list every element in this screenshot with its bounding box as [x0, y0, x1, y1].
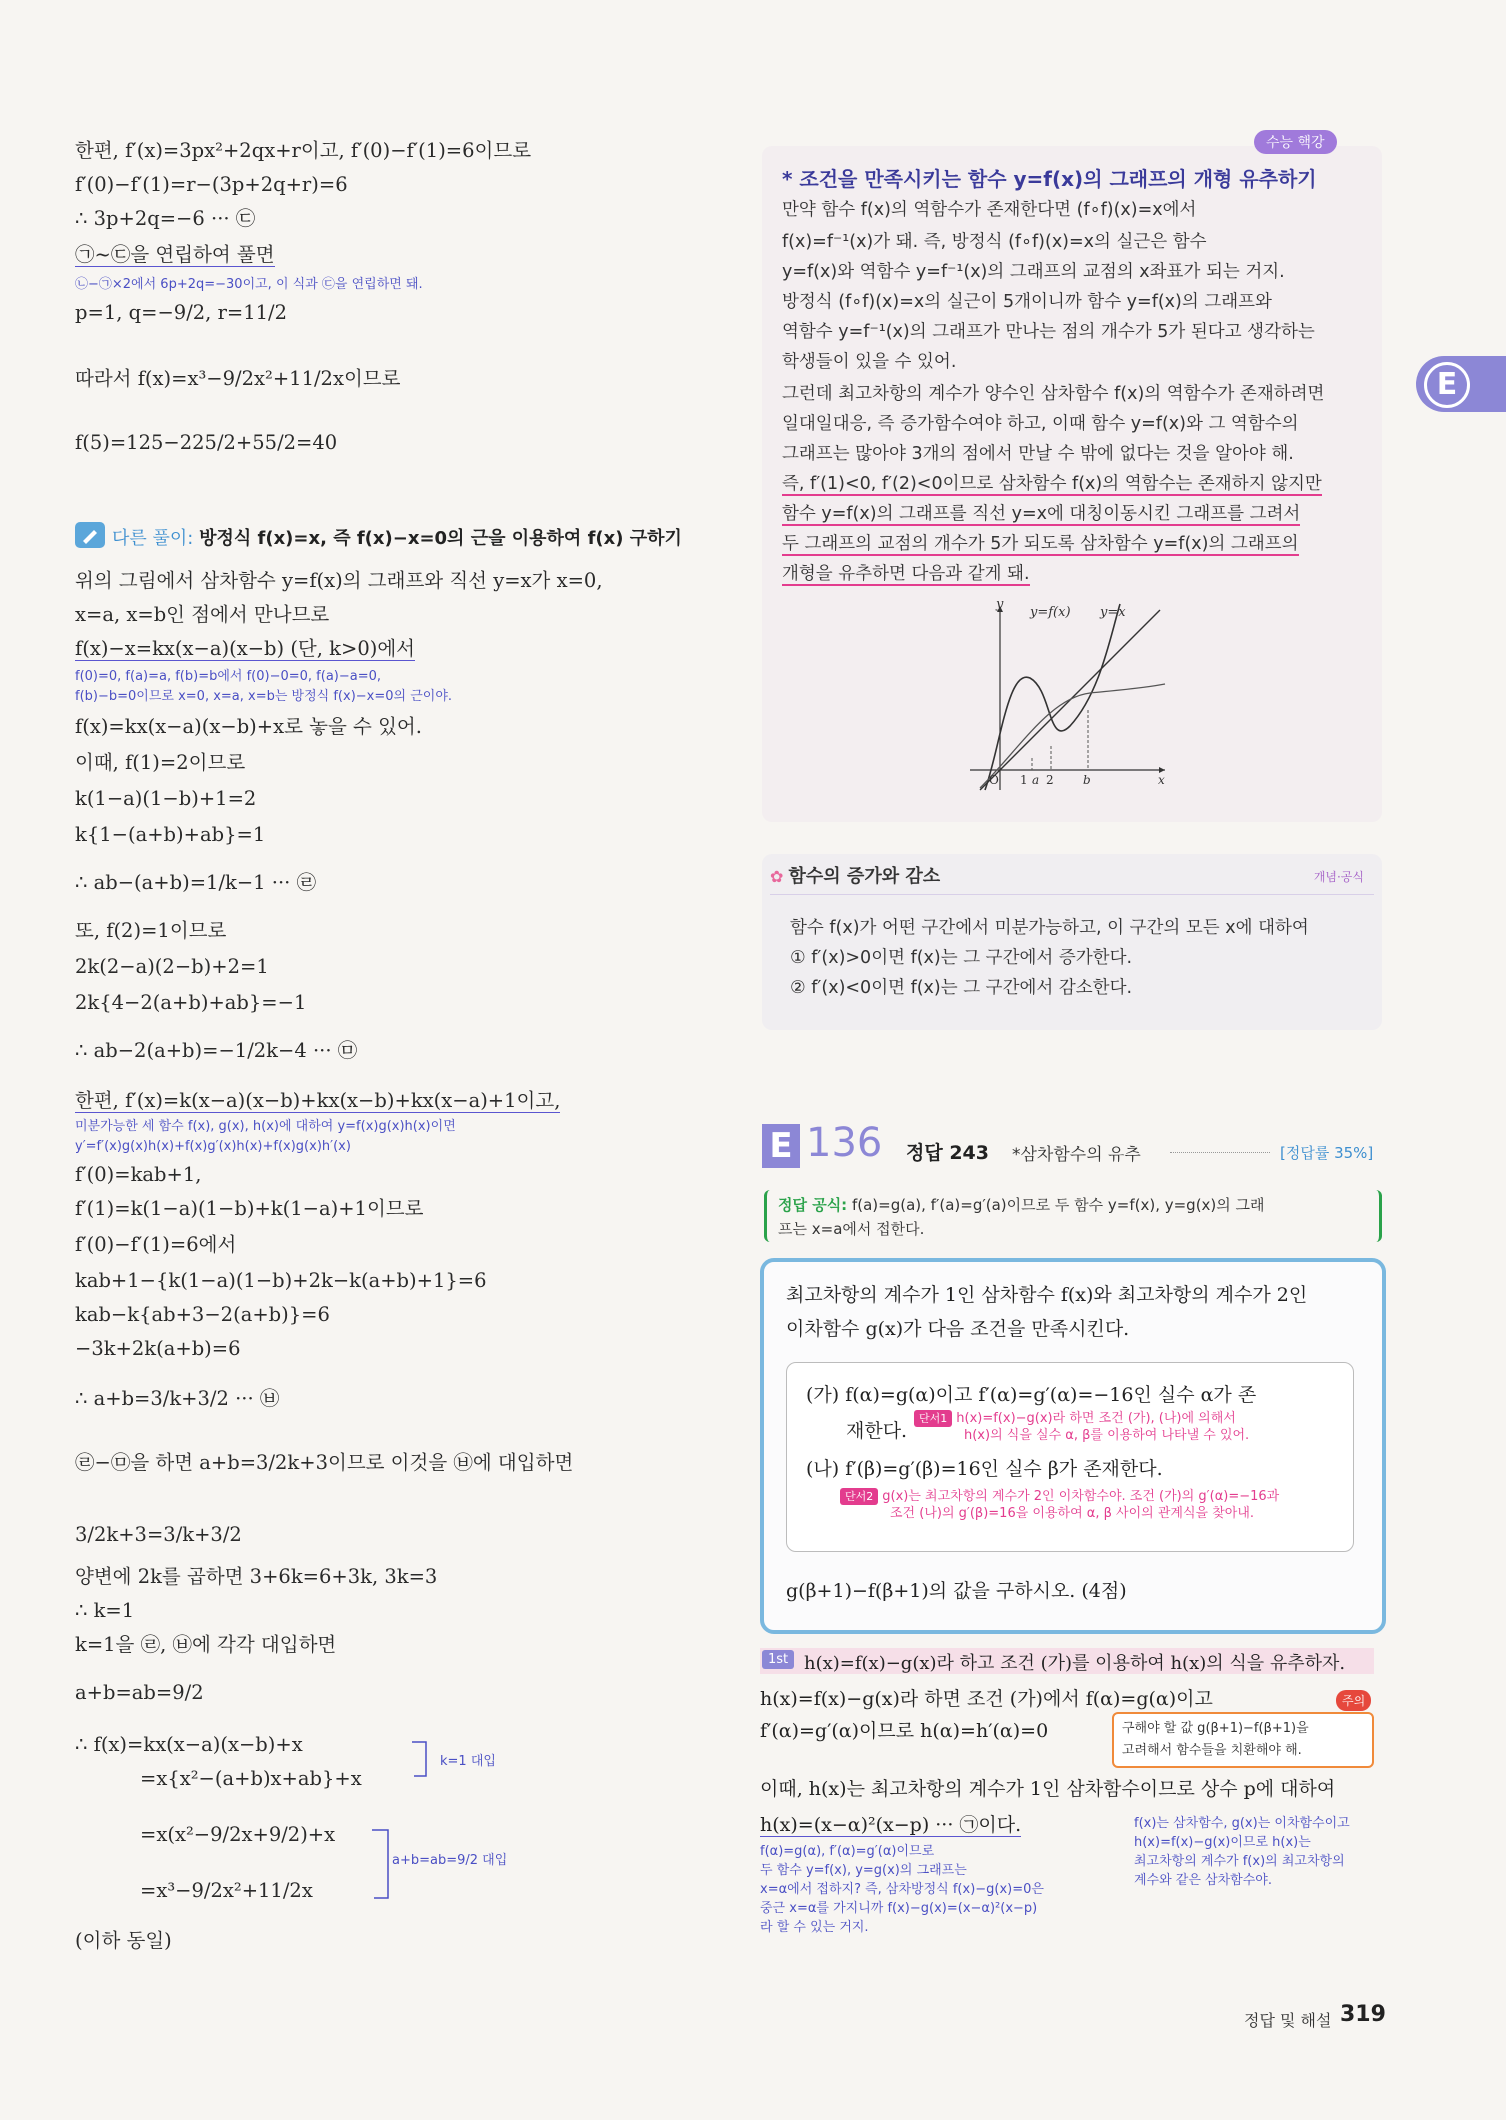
text-line: 만약 함수 f(x)의 역함수가 존재한다면 (f∘f)(x)=x에서 — [782, 200, 1197, 220]
side-note: ㉡−㉠×2에서 6p+2q=−30이고, 이 식과 ㉢을 연립하면 돼. — [75, 277, 423, 292]
tick-b: b — [1083, 773, 1091, 787]
text-line: f′(α)=g′(α)이므로 h(α)=h′(α)=0 — [760, 1720, 1049, 1742]
text-line: 이때, h(x)는 최고차항의 계수가 1인 삼차함수이므로 상수 p에 대하여 — [760, 1778, 1336, 1800]
step-chip: 1st — [762, 1650, 794, 1669]
text-line: 함수 f(x)가 어떤 구간에서 미분가능하고, 이 구간의 모든 x에 대하여 — [790, 918, 1309, 938]
caution-tag: 주의 — [1336, 1690, 1371, 1711]
text-line: f(5)=125−225/2+55/2=40 — [75, 431, 338, 454]
label-yx: y=x — [1100, 605, 1126, 620]
condition-a-cont: 재한다. — [846, 1420, 908, 1442]
text-line: f′(0)−f′(1)=r−(3p+2q+r)=6 — [75, 173, 348, 196]
footer-label: 정답 및 해설 — [1244, 2011, 1332, 2030]
text-line: =x{x²−(a+b)x+ab}+x — [140, 1767, 362, 1790]
text-line: 함수 y=f(x)의 그래프를 직선 y=x에 대칭이동시킨 그래프를 그려서 — [782, 504, 1301, 524]
hint-2: 단서2 g(x)는 최고차항의 계수가 2인 이차함수야. 조건 (가)의 g′(α)=−16과 조건 (나)의 g′(β)=16을 이용하여 α, β 사이의 관계식을 찾아내. — [840, 1488, 1279, 1522]
text-line: ∴ a+b=3/k+3/2 ··· ㉥ — [75, 1387, 280, 1410]
alt-solution-title: 다른 풀이: 방정식 f(x)=x, 즉 f(x)−x=0의 근을 이용하여 f(x) 구하기 — [112, 528, 682, 549]
text-line: 두 그래프의 교점의 개수가 5가 되도록 삼차함수 y=f(x)의 그래프의 — [782, 534, 1299, 554]
side-note: f(x)는 삼차함수, g(x)는 이차함수이고 h(x)=f(x)−g(x)이므로 h(x)는 최고차항의 계수가 f(x)의 최고차항의 계수와 같은 삼차함수야. — [1134, 1816, 1350, 1888]
text-line: f′(1)=k(1−a)(1−b)+k(1−a)+1이므로 — [75, 1197, 424, 1220]
text-line: ㉣−㉤을 하면 a+b=3/2k+3이므로 이것을 ㉥에 대입하면 — [75, 1451, 574, 1474]
tick-2: 2 — [1046, 773, 1054, 787]
bracket-arrow — [370, 1828, 394, 1902]
answer: 정답 243 — [906, 1142, 989, 1164]
text-line: =x(x²−9/2x+9/2)+x — [140, 1823, 336, 1846]
text-line: 그런데 최고차항의 계수가 양수인 삼차함수 f(x)의 역함수가 존재하려면 — [782, 384, 1325, 404]
text-line: kab−k{ab+3−2(a+b)}=6 — [75, 1303, 330, 1326]
text-line: a+b=ab=9/2 — [75, 1681, 204, 1704]
text-line: 따라서 f(x)=x³−9/2x²+11/2x이므로 — [75, 367, 401, 390]
curve-inverse — [980, 684, 1165, 788]
side-note: f(b)−b=0이므로 x=0, x=a, x=b는 방정식 f(x)−x=0의 근이야. — [75, 689, 453, 704]
text-line: ∴ ab−(a+b)=1/k−1 ··· ㉣ — [75, 871, 317, 894]
topic: *삼차함수의 유추 — [1012, 1145, 1141, 1165]
axis-label-x: x — [1158, 773, 1165, 787]
axis-label-y: y — [996, 598, 1004, 612]
step-title: h(x)=f(x)−g(x)라 하고 조건 (가)를 이용하여 h(x)의 식을 유추하자. — [804, 1653, 1346, 1674]
text-line: ② f′(x)<0이면 f(x)는 그 구간에서 감소한다. — [790, 978, 1133, 998]
tick-1: 1 — [1020, 773, 1028, 787]
text-line: p=1, q=−9/2, r=11/2 — [75, 301, 288, 324]
side-note: f(0)=0, f(a)=a, f(b)=b에서 f(0)−0=0, f(a)−a=0, — [75, 669, 382, 684]
label-fx: y=f(x) — [1030, 605, 1071, 620]
text-line: 또, f(2)=1이므로 — [75, 919, 227, 942]
condition-b: (나) f′(β)=g′(β)=16인 실수 β가 존재한다. — [806, 1458, 1163, 1480]
text-line: kab+1−{k(1−a)(1−b)+2k−k(a+b)+1}=6 — [75, 1269, 487, 1292]
text-line: 방정식 (f∘f)(x)=x의 실근이 5개이니까 함수 y=f(x)의 그래프와 — [782, 292, 1272, 312]
bracket-arrow — [410, 1740, 430, 1780]
correct-rate: [정답률 35%] — [1280, 1144, 1374, 1162]
cubic-graph — [960, 598, 1180, 798]
text-line: ∴ k=1 — [75, 1599, 135, 1622]
text-line: 2k{4−2(a+b)+ab}=−1 — [75, 991, 307, 1014]
text-line: 개형을 유추하면 다음과 같게 돼. — [782, 564, 1030, 584]
text-line: 위의 그림에서 삼차함수 y=f(x)의 그래프와 직선 y=x가 x=0, — [75, 569, 603, 592]
text-line: h(x)=(x−α)²(x−p) ··· ㉠이다. — [760, 1814, 1022, 1836]
text-line: ① f′(x)>0이면 f(x)는 그 구간에서 증가한다. — [790, 948, 1133, 968]
text-line: f(x)=kx(x−a)(x−b)+x로 놓을 수 있어. — [75, 715, 422, 738]
text-line: k{1−(a+b)+ab}=1 — [75, 823, 266, 846]
text-line: 역함수 y=f⁻¹(x)의 그래프가 만나는 점의 개수가 5가 된다고 생각하는 — [782, 322, 1315, 342]
label-origin: O — [989, 773, 999, 787]
csat-title: * 조건을 만족시키는 함수 y=f(x)의 그래프의 개형 유추하기 — [782, 167, 1317, 191]
text-line: =x³−9/2x²+11/2x — [140, 1879, 313, 1902]
text-line: ㉠~㉢을 연립하여 풀면 — [75, 243, 275, 266]
side-note: y′=f′(x)g(x)h(x)+f(x)g′(x)h(x)+f(x)g(x)h′(x) — [75, 1139, 351, 1154]
text-line: f(x)−x=kx(x−a)(x−b) (단, k>0)에서 — [75, 637, 416, 660]
problem-stem: 최고차항의 계수가 1인 삼차함수 f(x)와 최고차항의 계수가 2인 이차함수 g(x)가 다음 조건을 만족시킨다. — [786, 1284, 1308, 1340]
text-line: 한편, f′(x)=3px²+2qx+r이고, f′(0)−f′(1)=6이므로 — [75, 139, 532, 162]
concept-header: ✿ 함수의 증가와 감소 개념·공식 — [770, 862, 1374, 895]
text-line: ∴ ab−2(a+b)=−1/2k−4 ··· ㉤ — [75, 1039, 358, 1062]
text-line: h(x)=f(x)−g(x)라 하면 조건 (가)에서 f(α)=g(α)이고 — [760, 1688, 1213, 1710]
text-line: 그래프는 많아야 3개의 점에서 만날 수 밖에 없다는 것을 알아야 해. — [782, 444, 1294, 464]
question: g(β+1)−f(β+1)의 값을 구하시오. (4점) — [786, 1580, 1127, 1602]
text-line: k(1−a)(1−b)+1=2 — [75, 787, 257, 810]
text-line: f′(0)=kab+1, — [75, 1163, 202, 1186]
dotted-leader — [1170, 1152, 1270, 1153]
page-number: 319 — [1340, 2002, 1386, 2027]
text-line: k=1을 ㉣, ㉥에 각각 대입하면 — [75, 1633, 337, 1656]
bracket-note: a+b=ab=9/2 대입 — [392, 1853, 508, 1868]
text-line: (이하 동일) — [75, 1929, 172, 1952]
text-line: y=f(x)와 역함수 y=f⁻¹(x)의 그래프의 교점의 x좌표가 되는 거지. — [782, 262, 1285, 282]
problem-letter: E — [762, 1124, 800, 1168]
side-note: 미분가능한 세 함수 f(x), g(x), h(x)에 대하여 y=f(x)g(x)h(x)이면 — [75, 1119, 456, 1134]
pencil-icon — [75, 522, 105, 548]
text-line: 한편, f′(x)=k(x−a)(x−b)+kx(x−b)+kx(x−a)+1이고, — [75, 1089, 561, 1112]
problem-number: 136 — [806, 1120, 883, 1166]
text-line: 즉, f′(1)<0, f′(2)<0이므로 삼차함수 f(x)의 역함수는 존재하지 않지만 — [782, 474, 1322, 494]
text-line: ∴ 3p+2q=−6 ··· ㉢ — [75, 207, 256, 230]
text-line: 일대일대응, 즉 증가함수여야 하고, 이때 함수 y=f(x)와 그 역함수의 — [782, 414, 1299, 434]
side-note: f(α)=g(α), f′(α)=g′(α)이므로 두 함수 y=f(x), y=g(x)의 그래프는 x=α에서 접하지? 즉, 삼차방정식 f(x)−g(x)=0은 중근 x=α를 가지니까 f(x)−g(x)=(x−α)²(x−p) 라 할 수 있는 거지. — [760, 1844, 1044, 1935]
text-line: x=a, x=b인 점에서 만나므로 — [75, 603, 330, 626]
curve-fx — [985, 604, 1120, 790]
text-line: f(x)=f⁻¹(x)가 돼. 즉, 방정식 (f∘f)(x)=x의 실근은 함수 — [782, 232, 1207, 252]
condition-a: (가) f(α)=g(α)이고 f′(α)=g′(α)=−16인 실수 α가 존 — [806, 1384, 1257, 1406]
text-line: 2k(2−a)(2−b)+2=1 — [75, 955, 269, 978]
flower-icon: ✿ — [770, 867, 784, 886]
text-line: f′(0)−f′(1)=6에서 — [75, 1233, 237, 1256]
text-line: −3k+2k(a+b)=6 — [75, 1337, 241, 1360]
hint-1: 단서1 h(x)=f(x)−g(x)라 하면 조건 (가), (나)에 의해서 h(x)의 식을 실수 α, β를 이용하여 나타낼 수 있어. — [914, 1410, 1249, 1444]
text-line: 양변에 2k를 곱하면 3+6k=6+3k, 3k=3 — [75, 1565, 438, 1588]
text-line: 3/2k+3=3/k+3/2 — [75, 1523, 242, 1546]
bracket-note: k=1 대입 — [440, 1754, 496, 1769]
tick-a: a — [1032, 773, 1040, 787]
text-line: 이때, f(1)=2이므로 — [75, 751, 246, 774]
caution-box: 구해야 할 값 g(β+1)−f(β+1)을 고려해서 함수들을 치환해야 해. — [1112, 1712, 1374, 1768]
formula-text: 정답 공식: f(a)=g(a), f′(a)=g′(a)이므로 두 함수 y=f(x), y=g(x)의 그래 프는 x=a에서 접한다. — [778, 1196, 1265, 1238]
text-line: ∴ f(x)=kx(x−a)(x−b)+x — [75, 1733, 303, 1756]
csat-tag: 수능 핵강 — [1254, 130, 1337, 154]
chapter-tab: E — [1416, 356, 1506, 412]
text-line: 학생들이 있을 수 있어. — [782, 352, 957, 372]
